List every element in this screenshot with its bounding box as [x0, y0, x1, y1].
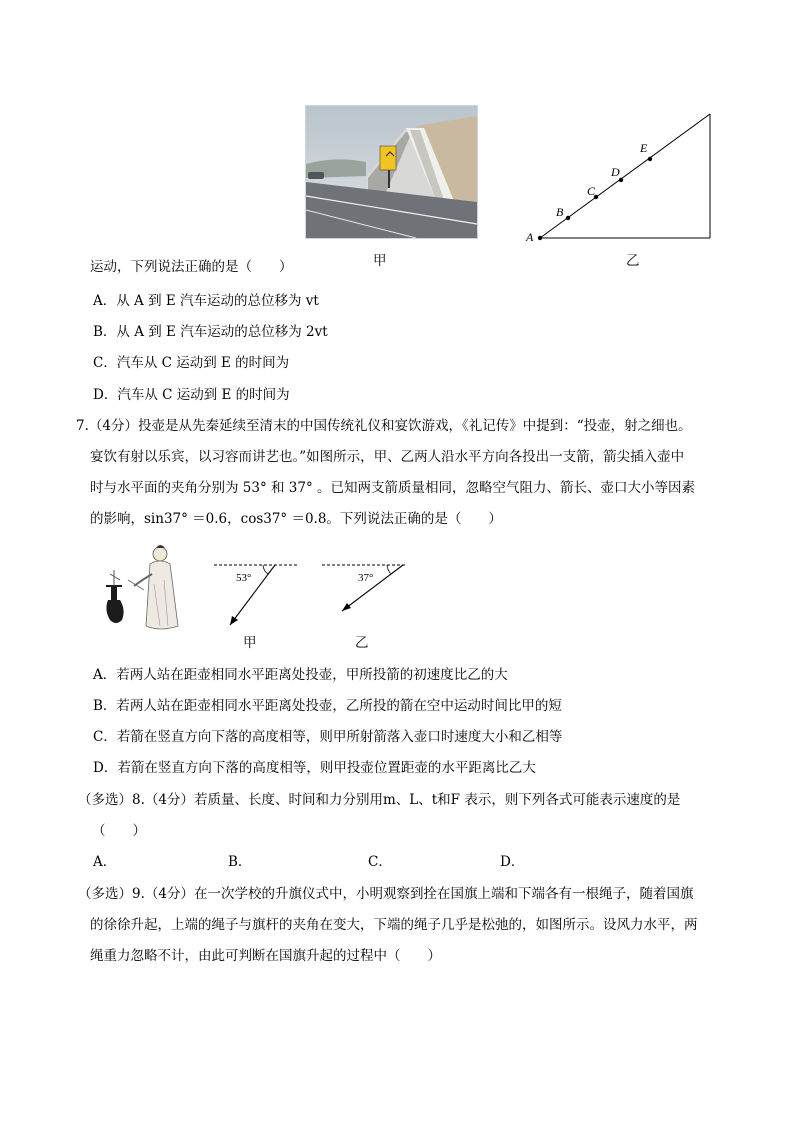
point-e-dot [648, 157, 652, 161]
q9-line-2: 的徐徐升起，上端的绳子与旗杆的夹角在变大，下端的绳子几乎是松弛的，如图所示。设风力水平，两 [90, 917, 698, 933]
q8-option-a: A． [93, 854, 117, 870]
photo-drawing [306, 106, 477, 238]
angle-37-label: 37° [358, 572, 374, 584]
q7-line-2: 宴饮有射以乐宾，以习容而讲艺也。”如图所示，甲、乙两人沿水平方向各投出一支箭，箭尖插入壶中 [90, 449, 685, 465]
q7-option-d: D．若箭在竖直方向下落的高度相等，则甲投壶位置距壶的水平距离比乙大 [93, 760, 536, 776]
incline-diagram [518, 108, 718, 248]
point-a-dot [538, 236, 542, 240]
q6-option-c: C．汽车从 C 运动到 E 的时间为 [93, 355, 290, 371]
q7-option-c: C．若箭在竖直方向下落的高度相等，则甲所射箭落入壶口时速度大小和乙相等 [93, 729, 563, 745]
runaway-ramp-photo [305, 105, 478, 239]
q7-figure-label-left: 甲 [243, 635, 257, 651]
q7-line-1: 7.（4分）投壶是从先秦延续至清末的中国传统礼仪和宴饮游戏，《礼记传》中提到：“投壶，射之细也。 [76, 418, 692, 434]
q8-line-2: （ ） [92, 823, 146, 839]
point-e-label: E [640, 141, 648, 155]
point-d-label: D [611, 165, 620, 179]
q7-line-4: 的影响，sin37° ＝0.6，cos37° ＝0.8。下列说法正确的是（ ） [90, 511, 502, 527]
pitch-pot-illustration [98, 540, 193, 635]
q7-option-b: B．若两人站在距壶相同水平距离处投壶，乙所投的箭在空中运动时间比甲的短 [93, 698, 562, 714]
arrow-diagram-right [320, 556, 410, 638]
q9-line-3: 绳重力忽略不计，由此可判断在国旗升起的过程中（ ） [90, 948, 441, 964]
figure1-label-right: 乙 [626, 253, 640, 269]
q6-stem-tail: 运动，下列说法正确的是（ ） [90, 259, 293, 275]
point-c-label: C [587, 184, 596, 198]
q7-figure-label-right: 乙 [355, 635, 369, 651]
q8-line-1: （多选）8.（4分）若质量、长度、时间和力分别用m、L、t和F 表示，则下列各式可能表示速度的是 [78, 792, 681, 808]
point-a-label: A [526, 230, 534, 244]
q6-option-d: D．汽车从 C 运动到 E 的时间为 [93, 387, 290, 403]
q6-option-a: A．从 A 到 E 汽车运动的总位移为 vt [93, 293, 319, 309]
point-b-label: B [556, 205, 564, 219]
angle-53-label: 53° [236, 572, 252, 584]
q6-option-b: B．从 A 到 E 汽车运动的总位移为 2vt [93, 324, 328, 340]
q7-line-3: 时与水平面的夹角分别为 53° 和 37° 。已知两支箭质量相同，忽略空气阻力、箭长、壶口大小等因素 [90, 480, 696, 496]
q9-line-1: （多选）9.（4分）在一次学校的升旗仪式中，小明观察到拴在国旗上端和下端各有一根绳子，随着国旗 [78, 886, 694, 902]
q8-option-b: B． [228, 854, 252, 870]
arrow-diagram-left [212, 556, 302, 638]
q8-option-c: C． [368, 854, 392, 870]
figure1-label-left: 甲 [373, 253, 387, 269]
q7-option-a: A．若两人站在距壶相同水平距离处投壶，甲所投箭的初速度比乙的大 [93, 667, 508, 683]
q8-option-d: D． [500, 854, 525, 870]
point-b-dot [566, 216, 570, 220]
